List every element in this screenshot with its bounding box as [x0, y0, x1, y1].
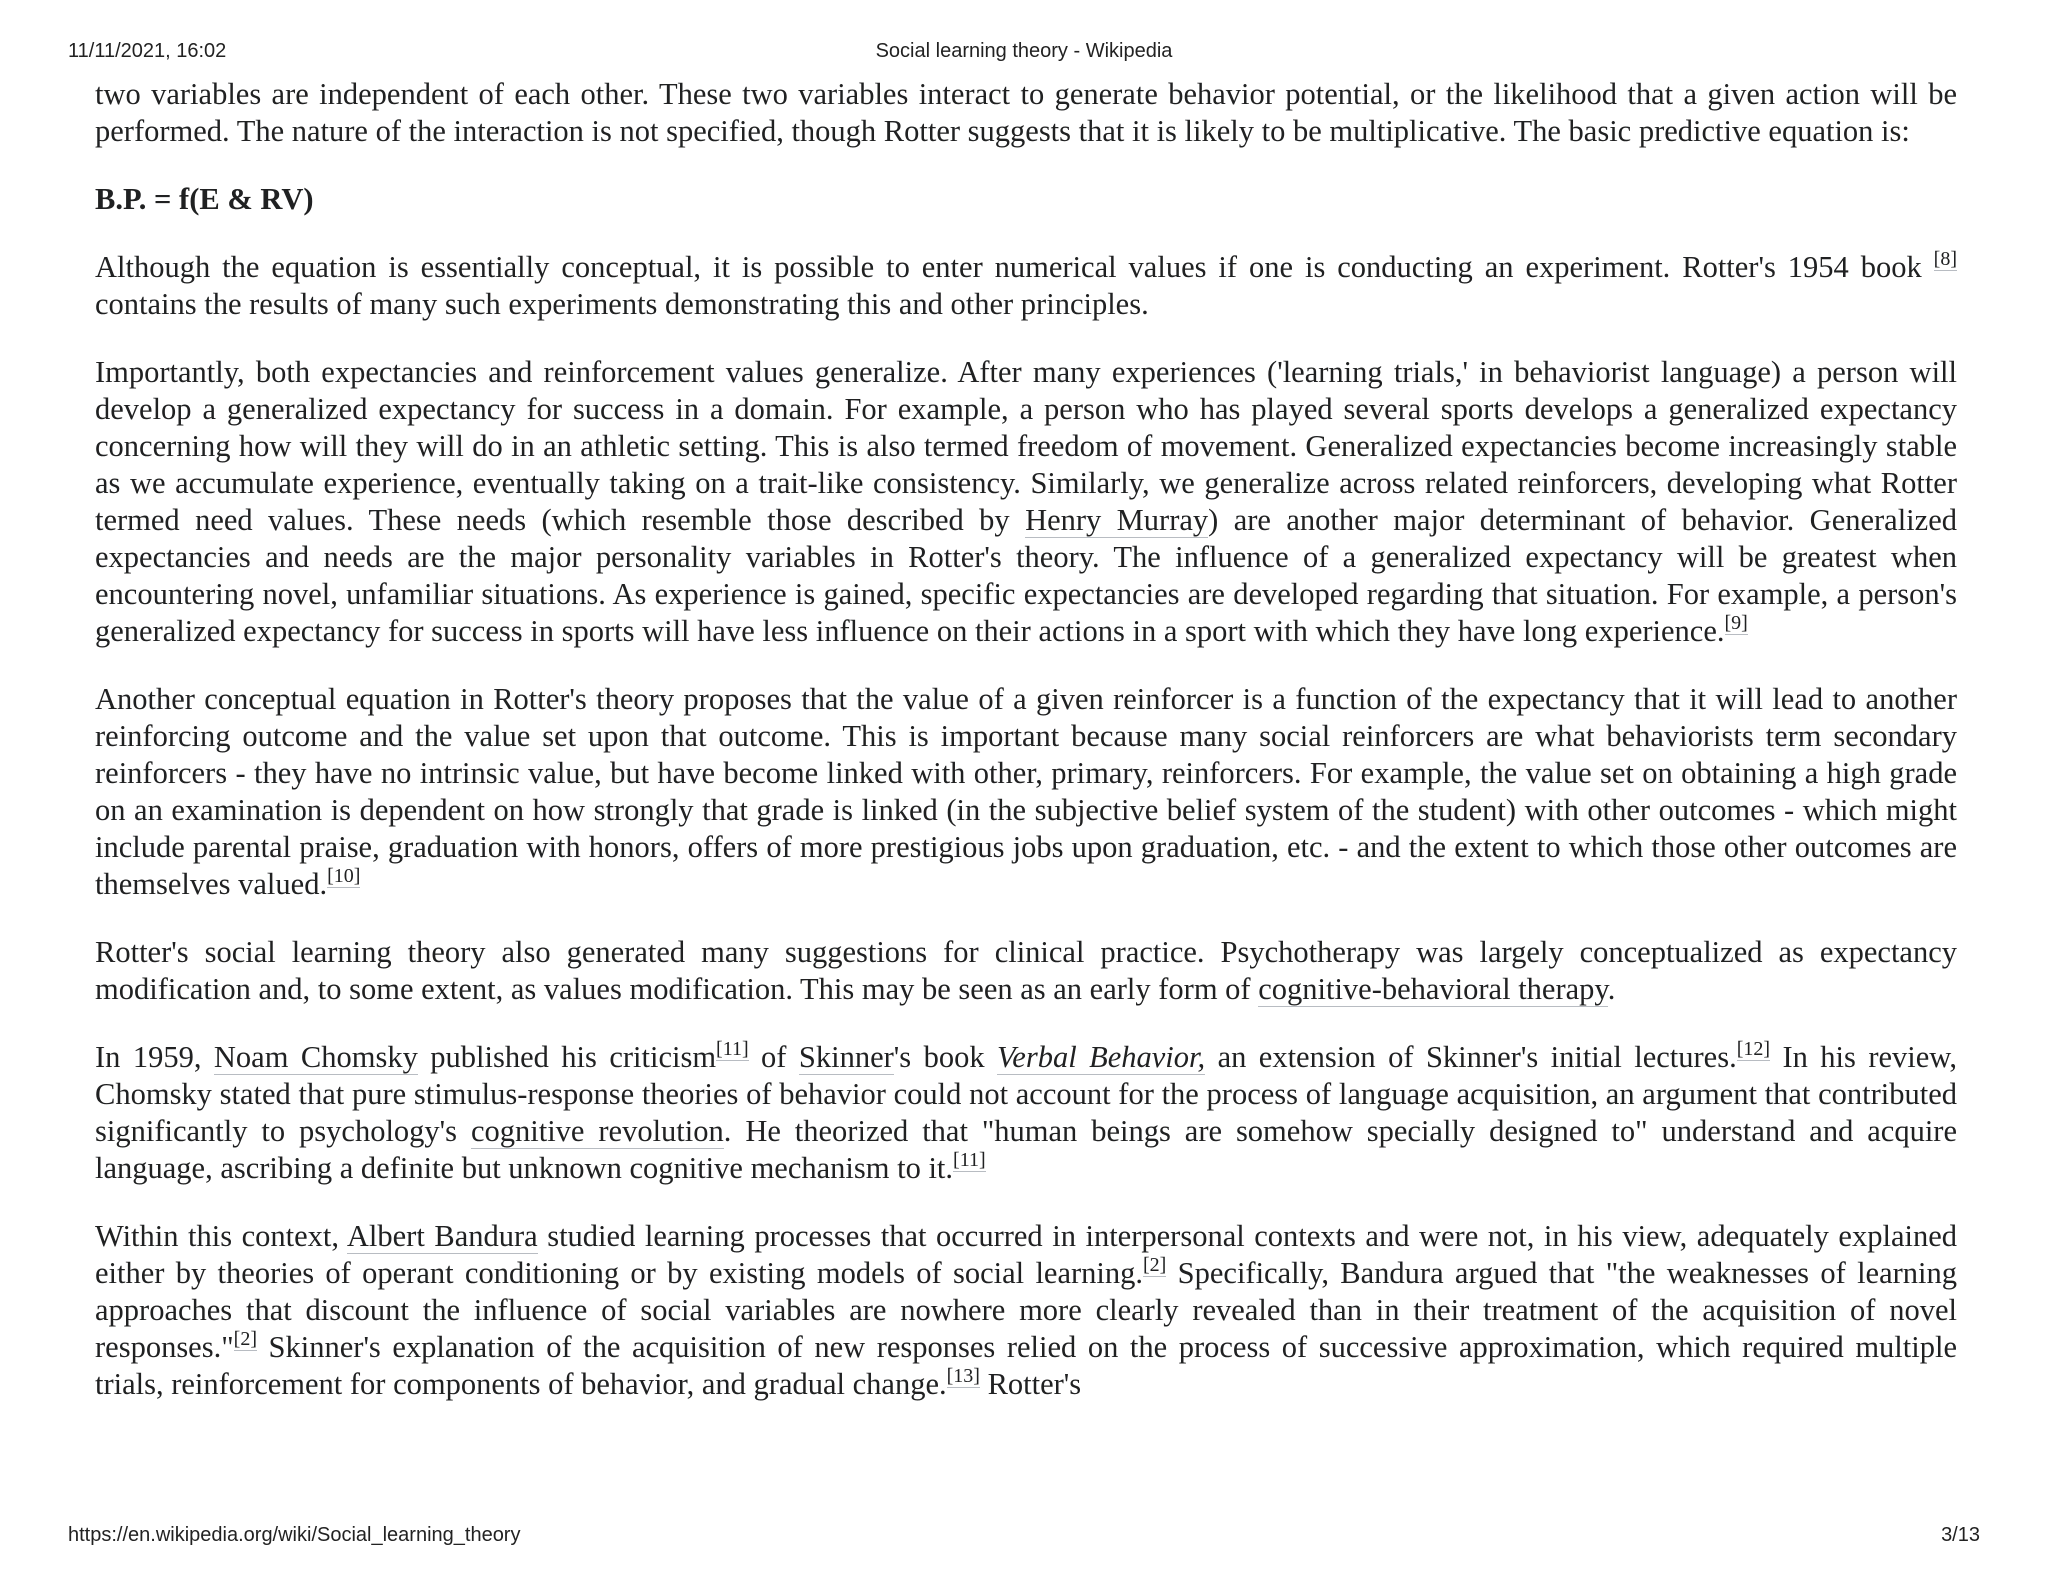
print-date: 11/11/2021, 16:02 — [68, 40, 227, 62]
paragraph-3 — [95, 354, 1957, 650]
link-albert-bandura[interactable]: Albert Bandura — [346, 1219, 538, 1253]
text: In his review, Chomsky stated that pure stimulus-response theories of behavior could not account for the process of language acquisition, an argument that contributed significantly to psychology's — [95, 1040, 1957, 1148]
text: of — [748, 1040, 799, 1074]
text: In 1959, — [95, 1040, 214, 1074]
text: Although the equation is essentially conceptual, it is possible to enter numerical values if one is conducting an experiment. Rotter's 1954 book — [95, 250, 1934, 284]
citation-10[interactable]: [10] — [327, 865, 361, 887]
text: an extension of Skinner's initial lectures. — [1205, 1040, 1737, 1074]
citation-8[interactable]: [8] — [1933, 248, 1957, 270]
link-cognitive-behavioral-therapy[interactable]: cognitive-behavioral therapy — [1258, 972, 1608, 1006]
paragraph-4 — [95, 681, 1957, 903]
link-skinner[interactable]: Skinner — [798, 1040, 894, 1074]
paragraph-1: two variables are independent of each other. These two variables interact to generate behavior potential, or the likelihood that a given action will be performed. The nature of the interaction is not specified, though Rotter suggests that it is likely to be multiplicative. The basic predictive equation is: — [95, 77, 1957, 148]
citation-2[interactable]: [2] — [1143, 1254, 1167, 1276]
text: 's book — [893, 1040, 998, 1074]
text: Skinner's explanation of the acquisition of new responses relied on the process of successive approximation, which required multiple trials, reinforcement for components of behavior, and gradual change. — [95, 1330, 1957, 1401]
citation-11[interactable]: [11] — [953, 1149, 986, 1171]
text: Another conceptual equation in Rotter's theory proposes that the value of a given reinforcer is a function of the expectancy that it will lead to another reinforcing outcome and the value set upon that outcome. This is important because many social reinforcers are what behaviorists term secondary reinforcers - they have no intrinsic value, but have become linked with other, primary, reinforcers. For example, the value set on obtaining a high grade on an examination is dependent on how strongly that grade is linked (in the subjective belief system of the student) with other outcomes - which might include parental praise, graduation with honors, offers of more prestigious jobs upon graduation, etc. - and the extent to which those other outcomes are themselves valued. — [95, 682, 1957, 901]
paragraph-5 — [95, 934, 1957, 1008]
citation-2[interactable]: [2] — [233, 1328, 257, 1350]
text: ) are another major determinant of behavior. Generalized expectancies and needs are the major personality variables in Rotter's theory. The influence of a generalized expectancy will be greatest when encountering novel, unfamiliar situations. As experience is gained, specific expectancies are developed regarding that situation. For example, a person's generalized expectancy for success in sports will have less influence on their actions in a sport with which they have long experience. — [95, 503, 1957, 648]
text: Rotter's — [979, 1367, 1082, 1401]
paragraph-7 — [95, 1218, 1957, 1403]
link-noam-chomsky[interactable]: Noam Chomsky — [213, 1040, 418, 1074]
text: Specifically, Bandura argued that "the weaknesses of learning approaches that discount the influence of social variables are nowhere more clearly revealed than in their treatment of the acquisition of novel responses." — [95, 1256, 1957, 1364]
text: Within this context, — [95, 1219, 347, 1253]
paragraph-2 — [95, 249, 1957, 323]
text: Importantly, both expectancies and reinforcement values generalize. After many experiences ('learning trials,' in behaviorist language) a person will develop a generalized expectancy for success in a domain. For example, a person who has played several sports develops a generalized expectancy concerning how will they will do in an athletic setting. This is also termed freedom of movement. Generalized expectancies become increasingly stable as we accumulate experience, eventually taking on a trait-like consistency. Similarly, we generalize across related reinforcers, developing what Rotter termed need values. These needs (which resemble those described by — [95, 355, 1957, 537]
text: contains the results of many such experiments demonstrating this and other principles. — [95, 287, 1149, 321]
text: studied learning processes that occurred in interpersonal contexts and were not, in his view, adequately explained either by theories of operant conditioning or by existing models of social learning. — [95, 1219, 1957, 1290]
page-number: 3/13 — [1941, 1524, 1980, 1546]
text: Rotter's social learning theory also generated many suggestions for clinical practice. Psychotherapy was largely conceptualized as expectancy modification and, to some extent, as values modification. This may be seen as an early form of — [95, 935, 1957, 1006]
link-henry-murray[interactable]: Henry Murray — [1025, 503, 1209, 537]
article-body — [95, 76, 1957, 1403]
page-title: Social learning theory - Wikipedia — [875, 40, 1173, 62]
text: published his criticism — [417, 1040, 717, 1074]
text: . He theorized that "human beings are somehow specially designed to" understand and acquire language, ascribing a definite but unknown cognitive mechanism to it. — [95, 1114, 1957, 1185]
citation-11[interactable]: [11] — [716, 1038, 749, 1060]
equation: B.P. = f(E & RV) — [95, 182, 314, 216]
citation-13[interactable]: [13] — [946, 1365, 980, 1387]
link-verbal-behavior[interactable]: Verbal Behavior, — [997, 1040, 1206, 1074]
citation-12[interactable]: [12] — [1736, 1038, 1771, 1060]
paragraph-6 — [95, 1039, 1957, 1187]
citation-9[interactable]: [9] — [1724, 612, 1748, 634]
text: . — [1607, 972, 1616, 1006]
page-url: https://en.wikipedia.org/wiki/Social_learning_theory — [68, 1524, 521, 1546]
link-cognitive-revolution[interactable]: cognitive revolution — [470, 1114, 724, 1148]
